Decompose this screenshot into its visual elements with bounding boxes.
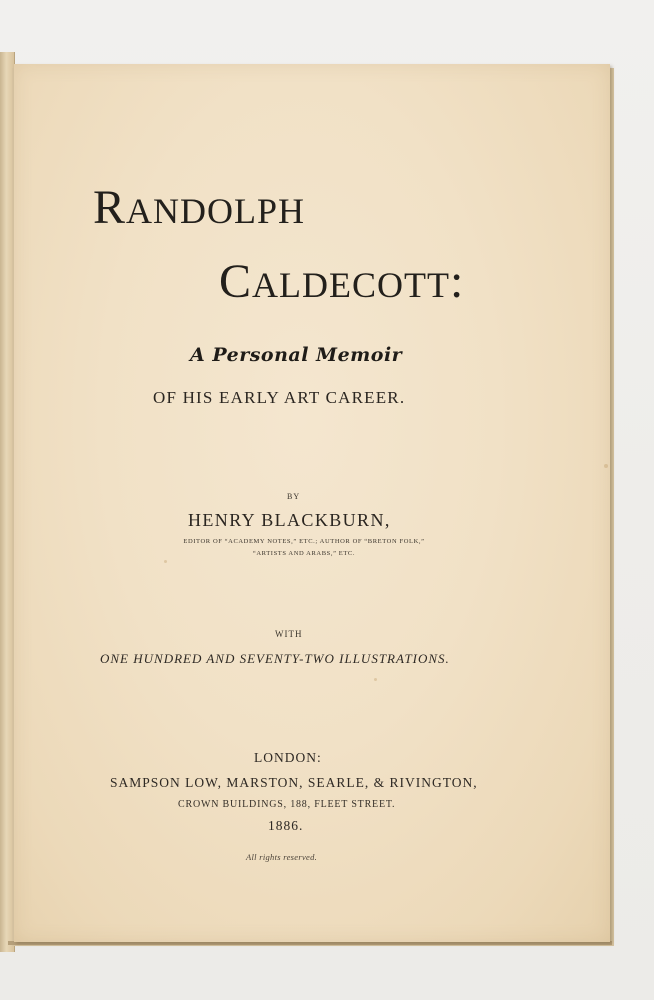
foxing-spot <box>164 560 167 563</box>
with-label: WITH <box>275 629 303 639</box>
subtitle-blackletter: A Personal Memoir <box>190 344 403 366</box>
author-credits-line-1: EDITOR OF “ACADEMY NOTES,” ETC.; AUTHOR OF “BRETON FOLK,” <box>183 538 425 545</box>
foxing-spot <box>604 464 608 468</box>
subtitle: OF HIS EARLY ART CAREER. <box>153 388 406 407</box>
illustrations-note: ONE HUNDRED AND SEVENTY-TWO ILLUSTRATIONS. <box>100 651 450 666</box>
author-credits-line-2: “ARTISTS AND ARABS,” ETC. <box>252 550 356 557</box>
rights-notice: All rights reserved. <box>246 852 318 862</box>
by-label: BY <box>287 492 301 501</box>
author-name: HENRY BLACKBURN, <box>188 510 391 530</box>
title-page <box>14 64 610 942</box>
imprint-city: LONDON: <box>254 750 322 765</box>
imprint-address: CROWN BUILDINGS, 188, FLEET STREET. <box>178 799 396 810</box>
title-line-1: RANDOLPH <box>93 181 306 234</box>
title-line-2: CALDECOTT: <box>219 255 465 308</box>
author-credits <box>134 536 474 560</box>
foxing-spot <box>374 678 377 681</box>
imprint-year: 1886. <box>268 818 304 833</box>
imprint-publisher: SAMPSON LOW, MARSTON, SEARLE, & RIVINGTON, <box>110 775 478 790</box>
